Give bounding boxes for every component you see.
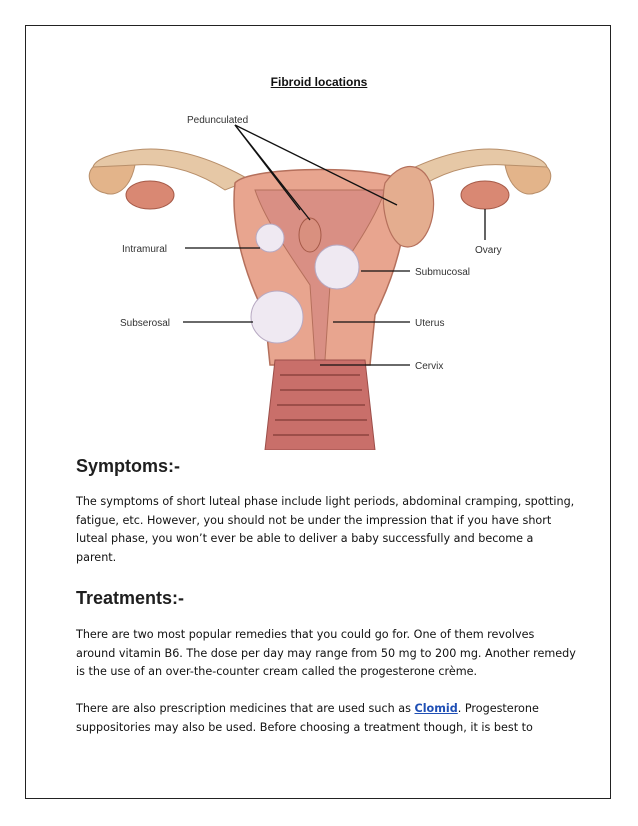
label-ovary: Ovary: [475, 245, 502, 256]
treatments-paragraph-2-end: . Progesterone suppositories may also be used. Before choosing a treatment though, it is best to: [76, 702, 539, 734]
fibroid-diagram: [75, 105, 565, 450]
symptoms-text: The symptoms of short luteal phase include light periods, abdominal cramping, spotting, fatigue, etc. However, you should not be under the impression that if you have short luteal phase, you won’t ever be able to deliver a baby successfully and become a parent.: [76, 495, 575, 564]
treatments-heading: Treatments:-: [76, 588, 185, 608]
clomid-link[interactable]: Clomid: [414, 702, 458, 715]
right-fimbriae: [505, 165, 551, 194]
treatments-paragraph-2: [76, 700, 576, 737]
pedunculated-fibroid-inner: [299, 218, 321, 252]
left-ovary: [126, 181, 174, 209]
intramural-fibroid: [256, 224, 284, 252]
submucosal-fibroid: [315, 245, 359, 289]
subserosal-fibroid: [251, 291, 303, 343]
right-ovary: [461, 181, 509, 209]
label-pedunculated: Pedunculated: [187, 115, 249, 126]
label-subserosal: Subserosal: [120, 318, 171, 329]
label-cervix: Cervix: [415, 361, 444, 372]
symptoms-heading: Symptoms:-: [76, 456, 181, 476]
label-intramural: Intramural: [122, 244, 168, 255]
figure-title: Fibroid locations: [270, 75, 368, 89]
label-submucosal: Submucosal: [415, 267, 471, 278]
treatments-paragraph-1: There are two most popular remedies that you could go for. One of them revolves around vitamin B6. The dose per day may range from 50 mg to 200 mg. Another remedy is the use of an over-the-counter cream called the progesterone crème.: [76, 628, 576, 678]
treatments-paragraph-2-start: There are also prescription medicines that are used such as: [76, 702, 415, 715]
label-uterus: Uterus: [415, 318, 445, 329]
